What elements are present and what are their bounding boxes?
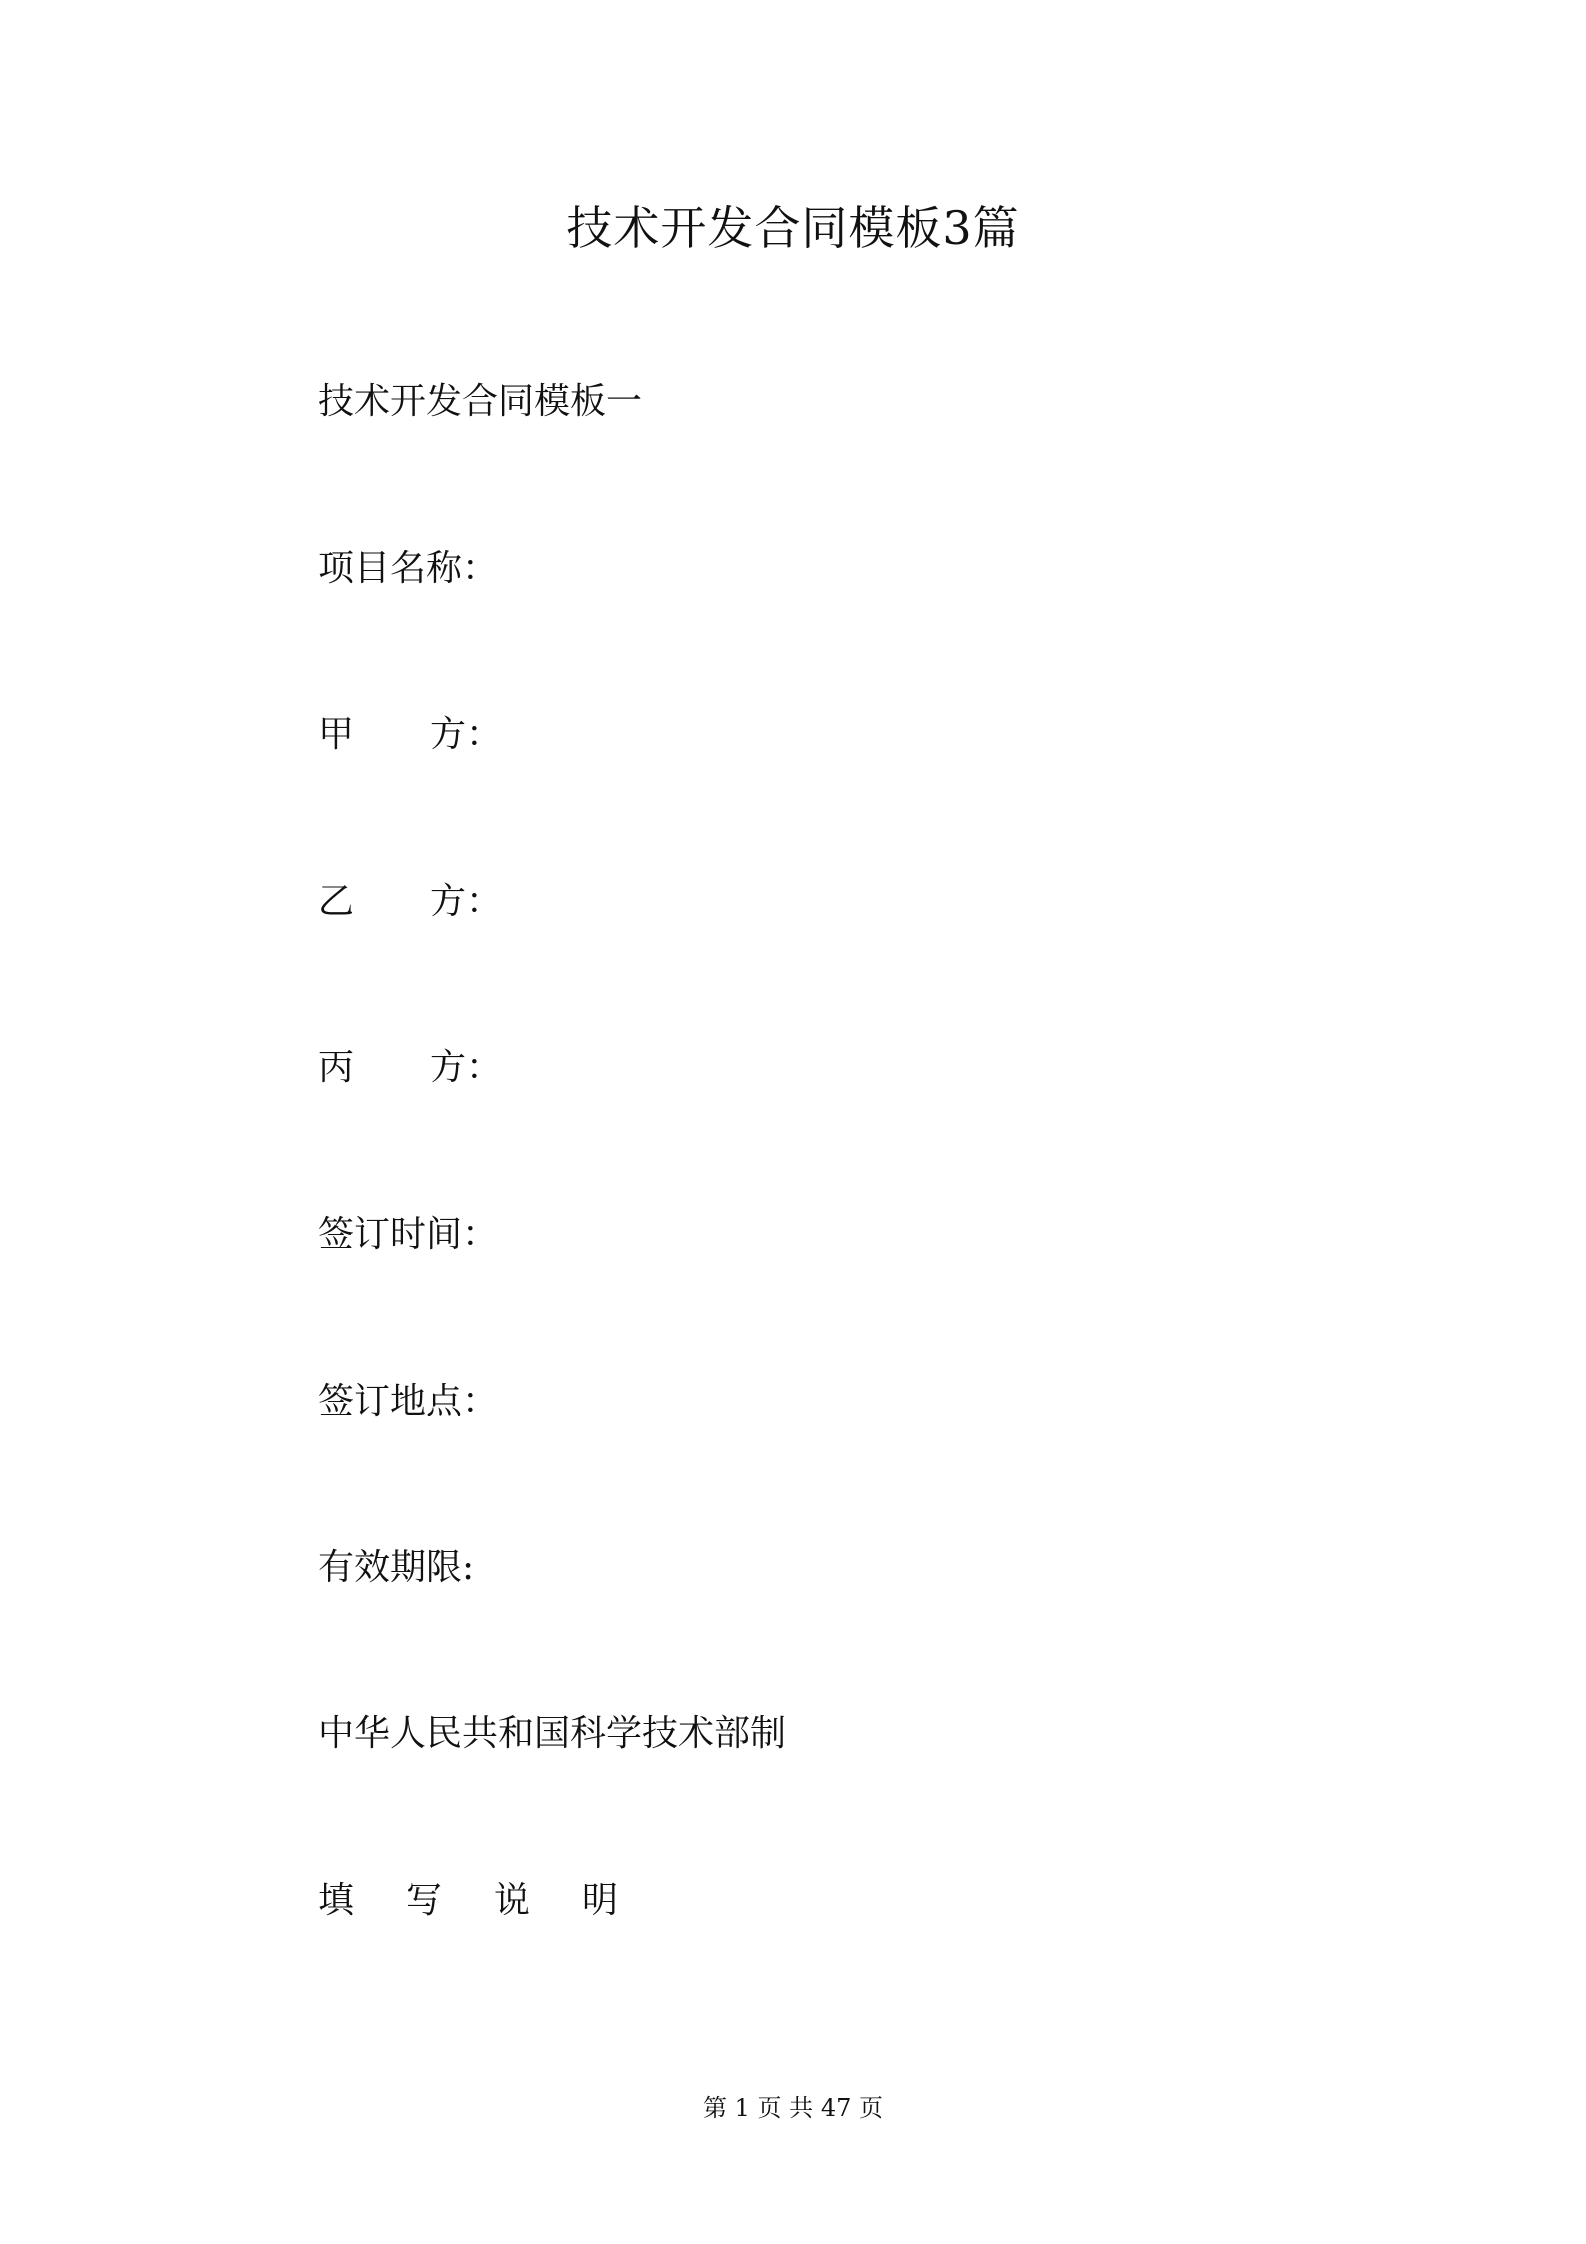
signing-place-field: 签订地点： [318, 1381, 499, 1422]
party-a-suffix: 方： [430, 714, 503, 755]
validity-field: 有效期限: [318, 1547, 475, 1588]
party-a-field [318, 711, 502, 759]
footer-page-total: 47 [820, 2094, 852, 2122]
instructions-char: 写 [406, 1880, 443, 1921]
footer-page-prefix: 第 [702, 2094, 727, 2122]
document-title: 技术开发合同模板3篇 [566, 201, 1020, 255]
issuer-line: 中华人民共和国科学技术部制 [318, 1713, 787, 1754]
party-b-suffix: 方： [430, 881, 503, 922]
instructions-char: 明 [582, 1880, 619, 1921]
contract-subtitle: 技术开发合同模板一 [318, 381, 643, 422]
party-c-field [318, 1044, 502, 1092]
footer-page-number: 1 [734, 2094, 750, 2122]
instructions-heading [318, 1877, 670, 1925]
party-c-label: 丙 [318, 1047, 355, 1088]
instructions-char: 填 [318, 1880, 355, 1921]
instructions-char: 说 [494, 1880, 531, 1921]
footer-page-suffix: 页 [859, 2094, 884, 2122]
project-name-field: 项目名称： [318, 548, 499, 589]
party-a-label: 甲 [318, 714, 355, 755]
party-c-suffix: 方： [430, 1047, 503, 1088]
footer-page-mid: 页 共 [757, 2094, 814, 2122]
party-b-field [318, 878, 502, 926]
party-b-label: 乙 [318, 881, 355, 922]
signing-time-field: 签订时间： [318, 1214, 499, 1255]
page-footer [0, 2092, 1586, 2124]
